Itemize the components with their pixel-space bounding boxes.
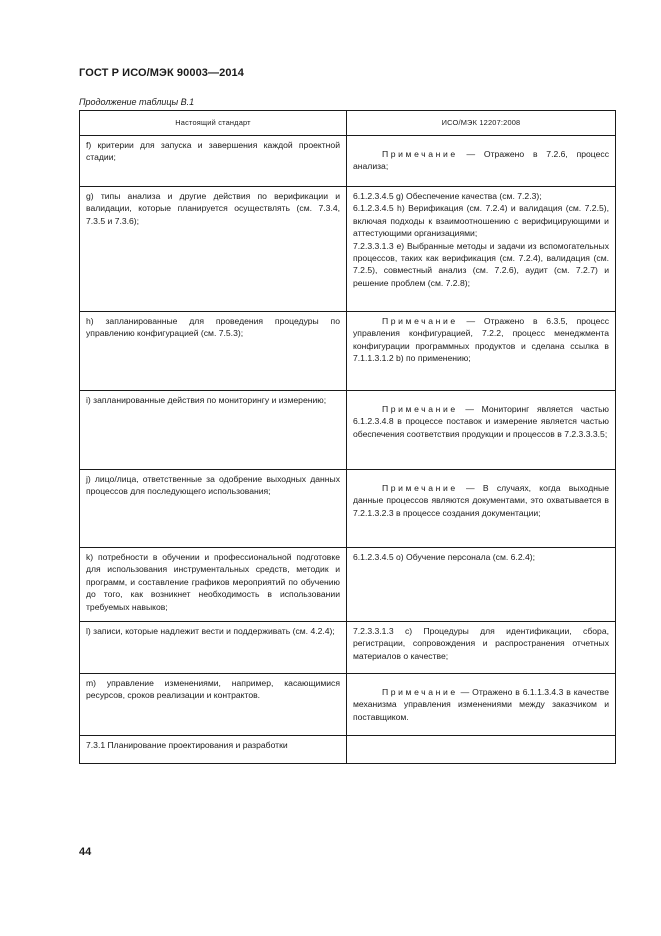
table-row [80,674,616,736]
note-text [353,315,609,365]
row-left-cell: k) потребности в обучении и профессиональной подготовке для использования инструментальных средств, методик и программ, и составление графиков мероприятий по обучению до того, как возникнет необходимость в использовании требуемых навыков; [80,548,347,622]
note-text [353,677,609,723]
note-label: Примечание [382,316,458,326]
table-row [80,312,616,391]
note-text [353,473,609,519]
note-text [353,139,609,173]
note-label: Примечание [382,149,458,159]
column-header-current-standard: Настоящий стандарт [80,111,347,136]
table-row [80,736,616,764]
row-right-cell [347,674,616,736]
note-body: — Отражено в 7.2.6, процесс анализа; [353,149,609,172]
note-body: — В случаях, когда выходные данные процессов являются документами, это охватывается в 7.2.1.3.2.3 в процессе создания документации; [353,483,609,518]
column-header-iso-12207: ИСО/МЭК 12207:2008 [347,111,616,136]
row-left-cell: j) лицо/лица, ответственные за одобрение выходных данных процессов для последующего использования; [80,470,347,548]
table-row [80,136,616,187]
reference-line: 7.2.3.3.1.3 е) Выбранные методы и задачи из вспомогательных процессов, таких как верификация (см. 7.2.4), валидация (см. 7.2.5), совместный анализ (см. 7.2.6), аудит (см. 7.2.7) и решение проблем (см. 7.2.8); [353,240,609,288]
row-left-cell: m) управление изменениями, например, касающимися ресурсов, сроков реализации и контрактов. [80,674,347,736]
row-right-cell [347,312,616,391]
row-right-cell [347,736,616,764]
reference-line: 6.1.2.3.4.5 h) Верификация (см. 7.2.4) и валидация (см. 7.2.5), включая подходы к взаимоотношению с верифицирующими и аттестующими организациями; [353,203,609,239]
row-left-cell: g) типы анализа и другие действия по верификации и валидации, которые планируется осуществлять (см. 7.3.4, 7.3.5 и 7.3.6); [80,187,347,312]
comparison-table [79,110,616,764]
row-left-cell: l) записи, которые надлежит вести и поддерживать (см. 4.2.4); [80,622,347,674]
note-label: Примечание [382,687,458,697]
row-right-cell [347,187,616,312]
table-row [80,548,616,622]
note-body: — Отражено в 6.3.5, процесс управления конфигурацией, 7.2.2, процесс менеджмента конфигурации программных продуктов и сделана ссылка в 7.1.1.3.1.2 b) по применению; [353,316,609,364]
document-header: ГОСТ Р ИСО/МЭК 90003—2014 [79,67,244,79]
table-row [80,622,616,674]
reference-line: 6.1.2.3.4.5 g) Обеспечение качества (см. 7.2.3); [353,191,542,201]
row-left-cell: 7.3.1 Планирование проектирования и разработки [80,736,347,764]
note-label: Примечание [382,483,458,493]
row-right-cell [347,136,616,187]
note-label: Примечание [382,404,458,414]
page-number: 44 [79,846,92,858]
note-text [353,394,609,440]
row-right-cell: 6.1.2.3.4.5 о) Обучение персонала (см. 6.2.4); [347,548,616,622]
row-left-cell: i) запланированные действия по мониторингу и измерению; [80,391,347,470]
table-row [80,470,616,548]
row-right-cell [347,391,616,470]
row-left-cell: f) критерии для запуска и завершения каждой проектной стадии; [80,136,347,187]
table-row [80,391,616,470]
table-header-row [80,111,616,136]
row-right-cell [347,470,616,548]
row-left-cell: h) запланированные для проведения процедуры по управлению конфигурацией (см. 7.5.3); [80,312,347,391]
row-right-cell: 7.2.3.3.1.3 с) Процедуры для идентификации, сбора, регистрации, сопровождения и распространения отчетных материалов о качестве; [347,622,616,674]
table-caption: Продолжение таблицы В.1 [79,97,195,107]
note-body: — Отражено в 6.1.1.3.4.3 в качестве механизма управления изменениями между заказчиком и поставщиком. [353,687,609,722]
table-row [80,187,616,312]
note-body: — Мониторинг является частью 6.1.2.3.4.8 в процессе поставок и измерение является частью обеспечения соответствия продукции и процессов в 7.2.3.3.3.5; [353,404,609,439]
